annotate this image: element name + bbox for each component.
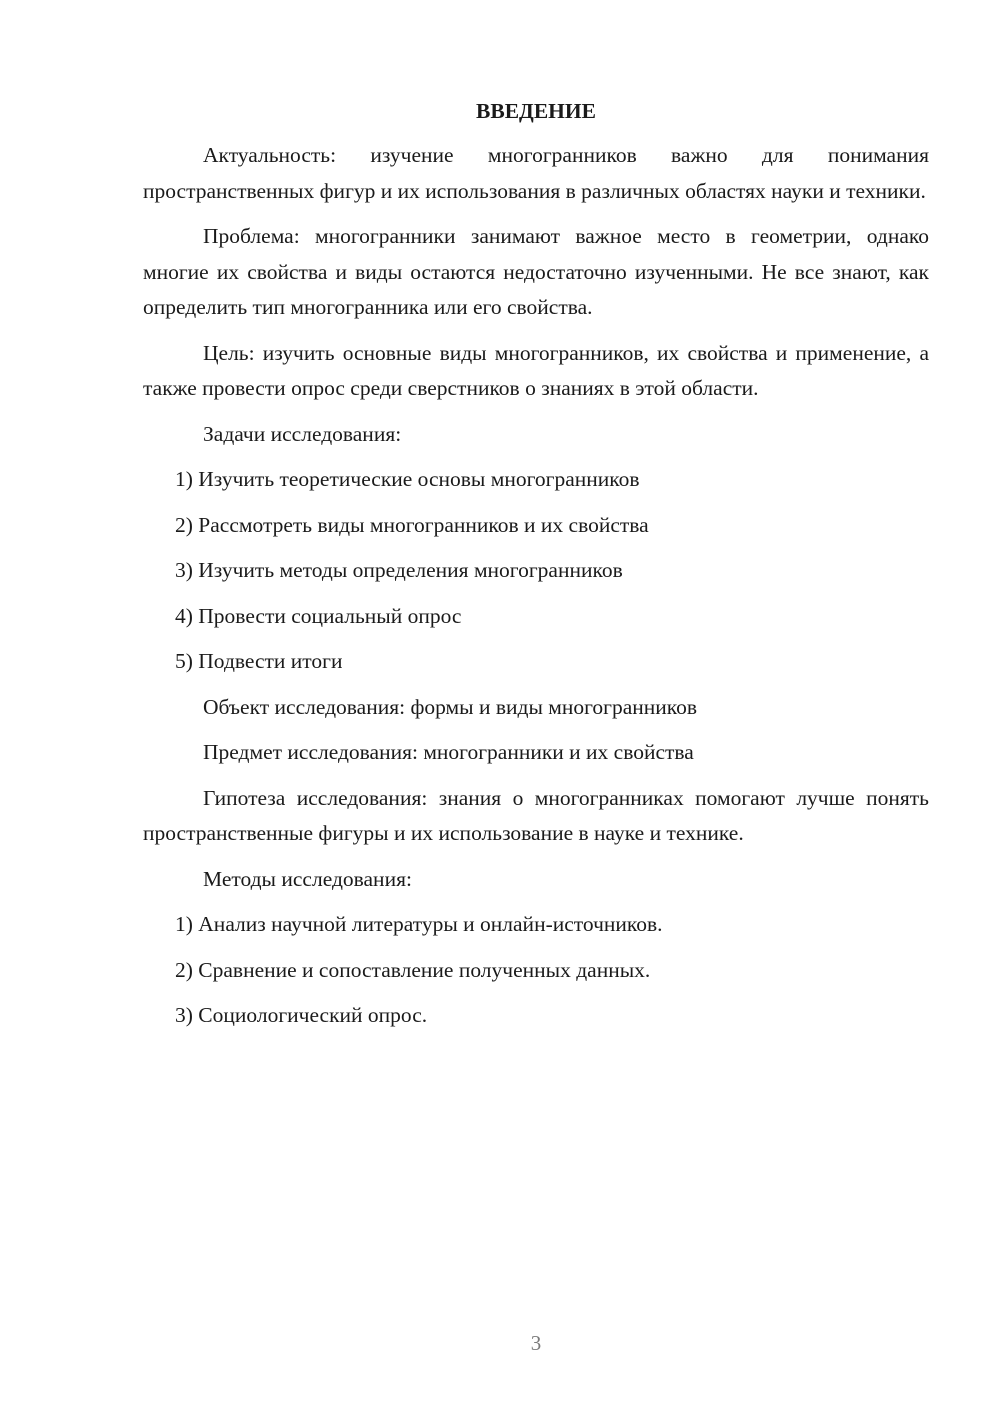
relevance-paragraph: Актуальность: изучение многогранников важно для понимания пространственных фигур и их использования в различных областях науки и техники. bbox=[143, 143, 929, 203]
problem-paragraph: Проблема: многогранники занимают важное место в геометрии, однако многие их свойства и виды остаются недостаточно изученными. Не все знают, как определить тип многогранника или его свойства. bbox=[143, 224, 929, 319]
methods-list bbox=[143, 907, 929, 1032]
method-item: 2) Сравнение и сопоставление полученных данных. bbox=[175, 957, 651, 982]
page-number: 3 bbox=[530, 1331, 542, 1355]
task-item: 2) Рассмотреть виды многогранников и их свойства bbox=[175, 512, 649, 537]
research-subject: Предмет исследования: многогранники и их свойства bbox=[203, 740, 694, 764]
method-item: 1) Анализ научной литературы и онлайн-источников. bbox=[175, 912, 663, 936]
page-content bbox=[143, 94, 929, 1044]
task-item: 1) Изучить теоретические основы многогранников bbox=[175, 467, 640, 491]
task-item: 4) Провести социальный опрос bbox=[175, 603, 462, 628]
research-object: Объект исследования: формы и виды многогранников bbox=[203, 694, 698, 719]
goal-paragraph: Цель: изучить основные виды многогранников, их свойства и применение, а также провести опрос среди сверстников о знаниях в этой области. bbox=[143, 340, 929, 400]
methods-heading: Методы исследования: bbox=[203, 866, 412, 891]
task-item: 3) Изучить методы определения многогранников bbox=[175, 558, 623, 582]
section-title: ВВЕДЕНИЕ bbox=[476, 99, 596, 123]
task-item: 5) Подвести итоги bbox=[175, 649, 343, 673]
method-item: 3) Социологический опрос. bbox=[175, 1003, 428, 1027]
tasks-list bbox=[143, 462, 929, 678]
tasks-heading: Задачи исследования: bbox=[203, 421, 402, 446]
hypothesis-paragraph: Гипотеза исследования: знания о многогранниках помогают лучше понять пространственные фигуры и их использование в науке и технике. bbox=[143, 785, 929, 845]
